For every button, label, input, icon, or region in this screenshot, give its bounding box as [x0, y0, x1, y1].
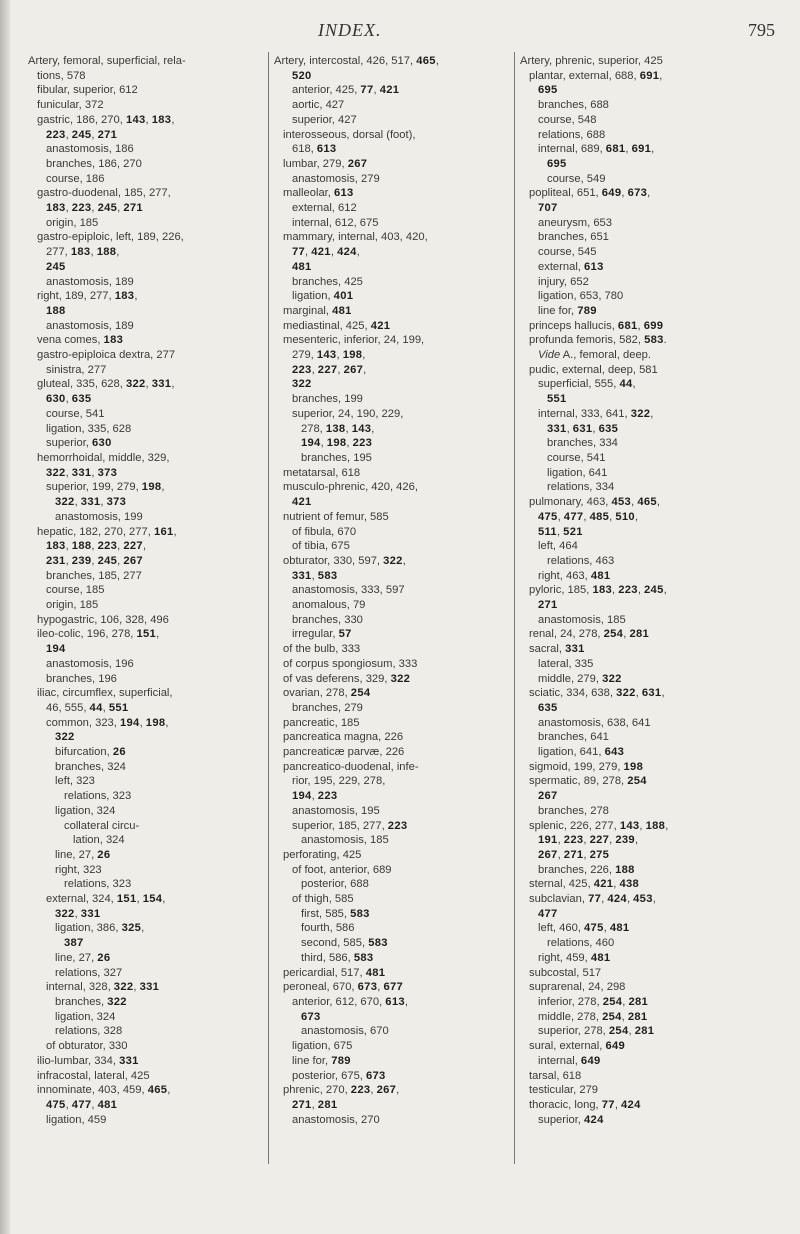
index-entry: middle, 279, 322 [538, 672, 622, 685]
index-entry: hepatic, 182, 270, 277, 161, [37, 525, 177, 538]
index-entry: 322 [292, 378, 312, 391]
page-number: 795 [748, 20, 775, 40]
index-entry: ileo-colic, 196, 278, 151, [37, 628, 160, 641]
index-entry: 673 [301, 1010, 321, 1023]
index-entry: of foot, anterior, 689 [292, 863, 392, 876]
index-entry: Artery, intercostal, 426, 517, 465, [274, 55, 439, 67]
index-entry: relations, 328 [55, 1025, 123, 1038]
index-entry: 511, 521 [538, 525, 583, 538]
index-entry: 271, 281 [292, 1098, 338, 1111]
index-entry: 46, 555, 44, 551 [46, 701, 129, 714]
index-entry: relations, 334 [547, 481, 615, 494]
index-entry: relations, 327 [55, 966, 123, 979]
index-entry: 322, 331 [55, 907, 101, 920]
index-entry: anastomosis, 670 [301, 1025, 389, 1038]
index-entry: posterior, 688 [301, 878, 369, 891]
index-entry: subclavian, 77, 424, 453, [529, 893, 656, 906]
index-entry: princeps hallucis, 681, 699 [529, 319, 664, 332]
index-entry: 267 [538, 790, 558, 803]
index-entry: relations, 460 [547, 937, 615, 950]
index-entry: bifurcation, 26 [55, 746, 126, 759]
index-column-3 [520, 54, 776, 1127]
index-entry: pancreatica magna, 226 [283, 731, 404, 744]
index-entry: of vas deferens, 329, 322 [283, 672, 411, 685]
index-entry: branches, 334 [547, 437, 618, 450]
index-entry: branches, 688 [538, 99, 609, 112]
index-entry: thoracic, long, 77, 424 [529, 1098, 641, 1111]
index-entry: course, 186 [46, 172, 105, 185]
index-entry: subcostal, 517 [529, 966, 602, 979]
index-entry: anastomosis, 186 [46, 143, 134, 156]
index-entry: anastomosis, 189 [46, 319, 134, 332]
index-entry: anastomosis, 196 [46, 657, 134, 670]
index-entry: anastomosis, 185 [538, 613, 626, 626]
index-entry: 191, 223, 227, 239, [538, 834, 639, 847]
index-entry: vena comes, 183 [37, 334, 124, 347]
index-entry: 695 [547, 157, 567, 170]
index-entry: ligation, 641 [547, 466, 608, 479]
index-entry: of fibula, 670 [292, 525, 357, 538]
page-header [0, 14, 800, 44]
index-entry: anastomosis, 333, 597 [292, 584, 405, 597]
index-entry: right, 463, 481 [538, 569, 611, 582]
index-entry: anastomosis, 270 [292, 1113, 380, 1126]
index-entry: branches, 196 [46, 672, 117, 685]
index-entry: irregular, 57 [292, 628, 352, 641]
index-entry: pancreatic, 185 [283, 716, 360, 729]
index-entry: branches, 641 [538, 731, 609, 744]
index-entry: hypogastric, 106, 328, 496 [37, 613, 169, 626]
index-entry: anastomosis, 185 [301, 834, 389, 847]
index-entry: Artery, phrenic, superior, 425 [520, 55, 663, 67]
index-entry: mediastinal, 425, 421 [283, 319, 391, 332]
index-entry: 707 [538, 202, 558, 215]
index-entry: anastomosis, 195 [292, 804, 380, 817]
index-entry: pulmonary, 463, 453, 465, [529, 496, 660, 509]
index-entry: line for, 789 [292, 1054, 351, 1067]
index-entry: 231, 239, 245, 267 [46, 554, 143, 567]
index-entry: sacral, 331 [529, 643, 585, 656]
index-entry: lateral, 335 [538, 657, 594, 670]
index-entry: third, 586, 583 [301, 951, 374, 964]
index-entry: ligation, 653, 780 [538, 290, 624, 303]
index-entry: phrenic, 270, 223, 267, [283, 1084, 400, 1097]
index-entry: pudic, external, deep, 581 [529, 363, 658, 376]
index-entry: of the bulb, 333 [283, 643, 361, 656]
index-entry: testicular, 279 [529, 1084, 599, 1097]
index-entry: external, 612 [292, 202, 357, 215]
index-entry: 387 [64, 937, 84, 950]
index-entry: 194, 198, 223 [301, 437, 373, 450]
index-entry: spermatic, 89, 278, 254 [529, 775, 647, 788]
index-entry: superior, 185, 277, 223 [292, 819, 408, 832]
index-entry: ligation, 675 [292, 1040, 353, 1053]
index-entry: lumbar, 279, 267 [283, 157, 368, 170]
index-entry: 77, 421, 424, [292, 246, 360, 259]
index-entry: 245 [46, 260, 66, 273]
index-entry: origin, 185 [46, 216, 99, 229]
index-entry: perforating, 425 [283, 848, 362, 861]
index-entry: relations, 323 [64, 790, 132, 803]
index-entry: 223, 245, 271 [46, 128, 118, 141]
index-entry: tions, 578 [37, 69, 86, 82]
index-entry: branches, 425 [292, 275, 363, 288]
index-entry: branches, 330 [292, 613, 363, 626]
index-entry: branches, 279 [292, 701, 363, 714]
index-entry: splenic, 226, 277, 143, 188, [529, 819, 669, 832]
index-entry: inferior, 278, 254, 281 [538, 996, 649, 1008]
index-entry: musculo-phrenic, 420, 426, [283, 481, 418, 494]
index-entry: popliteal, 651, 649, 673, [529, 187, 651, 200]
index-entry: course, 541 [46, 407, 105, 420]
index-entry: pancreaticæ parvæ, 226 [283, 746, 405, 759]
index-entry: right, 323 [55, 863, 102, 876]
index-entry: metatarsal, 618 [283, 466, 361, 479]
index-column-2 [274, 54, 510, 1127]
index-entry: superior, 424 [538, 1113, 604, 1126]
index-entry: 267, 271, 275 [538, 848, 610, 861]
index-entry: of tibia, 675 [292, 540, 350, 553]
index-entry: injury, 652 [538, 275, 589, 288]
index-entry: renal, 24, 278, 254, 281 [529, 628, 650, 641]
index-entry: branches, 185, 277 [46, 569, 142, 582]
index-entry: 183, 188, 223, 227, [46, 540, 147, 553]
index-entry: 477 [538, 907, 558, 920]
index-entry: second, 585, 583 [301, 937, 388, 950]
index-entry: course, 545 [538, 246, 597, 259]
index-entry: internal, 689, 681, 691, [538, 143, 655, 156]
index-entry: mesenteric, inferior, 24, 199, [283, 334, 425, 347]
index-entry: course, 185 [46, 584, 105, 597]
index-entry: sigmoid, 199, 279, 198 [529, 760, 644, 773]
page-title: INDEX. [318, 20, 382, 40]
index-entry: tarsal, 618 [529, 1069, 582, 1082]
index-entry: of corpus spongiosum, 333 [283, 657, 418, 670]
index-entry: 223, 227, 267, [292, 363, 367, 376]
index-entry: sciatic, 334, 638, 322, 631, [529, 687, 665, 700]
index-entry: 278, 138, 143, [301, 422, 375, 435]
index-entry: branches, 278 [538, 804, 609, 817]
index-entry: innominate, 403, 459, 465, [37, 1084, 171, 1097]
index-entry: course, 541 [547, 451, 606, 464]
index-entry: 271 [538, 599, 558, 612]
index-entry: fourth, 586 [301, 922, 355, 935]
index-entry: branches, 226, 188 [538, 863, 635, 876]
index-entry: anterior, 425, 77, 421 [292, 84, 400, 97]
column-divider [268, 52, 269, 1164]
index-entry: superior, 199, 279, 198, [46, 481, 165, 494]
index-entry: left, 323 [55, 775, 95, 788]
index-entry: branches, 199 [292, 393, 363, 406]
index-entry: 695 [538, 84, 558, 97]
index-entry: aneurysm, 653 [538, 216, 613, 229]
index-entry: ovarian, 278, 254 [283, 687, 371, 700]
index-entry: branches, 322 [55, 996, 127, 1008]
index-entry: external, 613 [538, 260, 604, 273]
index-entry: iliac, circumflex, superficial, [37, 687, 173, 700]
index-entry: of thigh, 585 [292, 893, 354, 906]
index-entry: superior, 427 [292, 113, 357, 126]
index-entry: first, 585, 583 [301, 907, 370, 920]
index-entry: interosseous, dorsal (foot), [283, 128, 416, 141]
index-entry: left, 464 [538, 540, 578, 553]
index-entry: lation, 324 [73, 834, 125, 847]
index-entry: sural, external, 649 [529, 1040, 626, 1053]
index-entry: anastomosis, 279 [292, 172, 380, 185]
index-entry: 475, 477, 485, 510, [538, 510, 639, 523]
index-entry: middle, 278, 254, 281 [538, 1010, 648, 1023]
index-entry: gastro-duodenal, 185, 277, [37, 187, 171, 200]
index-entry: right, 459, 481 [538, 951, 611, 964]
index-entry: posterior, 675, 673 [292, 1069, 386, 1082]
index-entry: ligation, 386, 325, [55, 922, 145, 935]
index-entry: left, 460, 475, 481 [538, 922, 630, 935]
index-entry: branches, 186, 270 [46, 157, 142, 170]
index-entry: course, 548 [538, 113, 597, 126]
index-entry: Vide A., femoral, deep. [538, 349, 651, 362]
index-entry: anomalous, 79 [292, 599, 366, 612]
index-entry: internal, 649 [538, 1054, 601, 1067]
index-entry: 322, 331, 373 [55, 496, 127, 509]
index-entry: Artery, femoral, superficial, rela- [28, 55, 186, 67]
index-entry: relations, 688 [538, 128, 606, 141]
index-entry: 277, 183, 188, [46, 246, 120, 259]
index-entry: gastro-epiploic, left, 189, 226, [37, 231, 184, 244]
index-entry: 520 [292, 69, 312, 82]
index-entry: suprarenal, 24, 298 [529, 981, 626, 994]
index-entry: 322, 331, 373 [46, 466, 118, 479]
index-entry: hemorrhoidal, middle, 329, [37, 451, 170, 464]
index-entry: anterior, 612, 670, 613, [292, 996, 408, 1008]
index-entry: 618, 613 [292, 143, 337, 156]
index-entry: infracostal, lateral, 425 [37, 1069, 150, 1082]
index-entry: branches, 324 [55, 760, 126, 773]
index-entry: origin, 185 [46, 599, 99, 612]
index-column-1 [28, 54, 264, 1127]
index-entry: malleolar, 613 [283, 187, 354, 200]
index-entry: ligation, 335, 628 [46, 422, 132, 435]
index-entry: line, 27, 26 [55, 951, 111, 964]
index-entry: 194 [46, 643, 66, 656]
index-entry: ilio-lumbar, 334, 331 [37, 1054, 139, 1067]
index-entry: external, 324, 151, 154, [46, 893, 166, 906]
index-entry: 630, 635 [46, 393, 92, 406]
index-entry: sinistra, 277 [46, 363, 107, 376]
index-entry: 481 [292, 260, 312, 273]
index-entry: gluteal, 335, 628, 322, 331, [37, 378, 175, 391]
index-entry: relations, 323 [64, 878, 132, 891]
index-entry: branches, 195 [301, 451, 372, 464]
index-entry: anastomosis, 199 [55, 510, 143, 523]
index-entry: ligation, 641, 643 [538, 746, 625, 759]
index-entry: 322 [55, 731, 75, 744]
index-entry: superior, 24, 190, 229, [292, 407, 404, 420]
index-entry: internal, 333, 641, 322, [538, 407, 654, 420]
index-entry: line, 27, 26 [55, 848, 111, 861]
index-entry: superior, 630 [46, 437, 112, 450]
index-entry: 279, 143, 198, [292, 349, 366, 362]
index-entry: gastro-epiploica dextra, 277 [37, 349, 176, 362]
column-divider [514, 52, 515, 1164]
index-entry: 635 [538, 701, 558, 714]
index-entry: gastric, 186, 270, 143, 183, [37, 113, 175, 126]
index-entry: internal, 328, 322, 331 [46, 981, 160, 994]
index-entry: obturator, 330, 597, 322, [283, 554, 406, 567]
index-entry: of obturator, 330 [46, 1040, 128, 1053]
index-entry: nutrient of femur, 585 [283, 510, 389, 523]
index-entry: peroneal, 670, 673, 677 [283, 981, 404, 994]
index-entry: profunda femoris, 582, 583. [529, 334, 667, 347]
index-entry: plantar, external, 688, 691, [529, 69, 663, 82]
index-entry: funicular, 372 [37, 99, 104, 112]
index-entry: ligation, 324 [55, 804, 116, 817]
page-binding-edge [0, 0, 10, 1234]
index-entry: pancreatico-duodenal, infe- [283, 760, 419, 773]
index-entry: collateral circu- [64, 819, 140, 832]
index-entry: fibular, superior, 612 [37, 84, 138, 97]
index-entry: 331, 583 [292, 569, 338, 582]
index-entry: ligation, 459 [46, 1113, 107, 1126]
index-entry: relations, 463 [547, 554, 615, 567]
index-entry: right, 189, 277, 183, [37, 290, 138, 303]
index-entry: sternal, 425, 421, 438 [529, 878, 640, 891]
index-entry: pericardial, 517, 481 [283, 966, 386, 979]
index-entry: line for, 789 [538, 304, 597, 317]
index-entry: superficial, 555, 44, [538, 378, 636, 391]
index-entry: marginal, 481 [283, 304, 352, 317]
index-entry: ligation, 401 [292, 290, 354, 303]
index-entry: 183, 223, 245, 271 [46, 202, 143, 215]
index-entry: 331, 631, 635 [547, 422, 619, 435]
index-entry: anastomosis, 189 [46, 275, 134, 288]
index-entry: superior, 278, 254, 281 [538, 1025, 655, 1038]
index-entry: ligation, 324 [55, 1010, 116, 1023]
index-entry: 188 [46, 304, 66, 317]
index-entry: aortic, 427 [292, 99, 345, 112]
index-entry: branches, 651 [538, 231, 609, 244]
index-entry: mammary, internal, 403, 420, [283, 231, 428, 244]
index-entry: pyloric, 185, 183, 223, 245, [529, 584, 667, 597]
index-entry: 194, 223 [292, 790, 338, 803]
index-entry: anastomosis, 638, 641 [538, 716, 651, 729]
index-entry: internal, 612, 675 [292, 216, 379, 229]
index-entry: rior, 195, 229, 278, [292, 775, 386, 788]
index-entry: 551 [547, 393, 567, 406]
index-entry: common, 323, 194, 198, [46, 716, 169, 729]
index-entry: 475, 477, 481 [46, 1098, 118, 1111]
index-entry: 421 [292, 496, 312, 509]
index-entry: course, 549 [547, 172, 606, 185]
